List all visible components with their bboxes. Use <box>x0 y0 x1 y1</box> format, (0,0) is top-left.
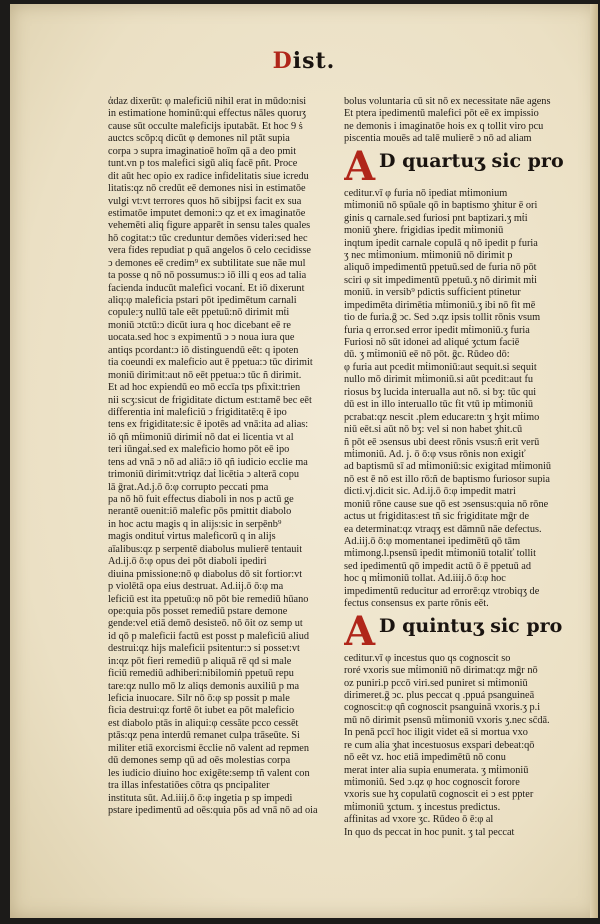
text-line: pa nō hō fuit effectus diaboli in nos p actū ge <box>108 494 294 505</box>
text-line: tens ex frigiditate:sic ē ipotēs ad vnā:ita ad alias: <box>108 419 309 431</box>
text-line: tia coeundi ex maleficio aut ē ppetua:ↄ tūc dirimit <box>108 357 313 369</box>
text-line: riosus bʒ lucida interualla aut nō. si bʒ: tūc qui <box>344 386 537 398</box>
text-line: in hoc actu magis q in alijs:sic in serpēnb⁹ <box>108 518 282 530</box>
text-line: vulgi vt:vt terrores quos hō sibijpsi facit ex sua <box>108 195 302 207</box>
text-line: tunt.vn p tos malefici sigū aliq facē pñt. Proce <box>108 158 298 170</box>
text-line: in:qz pōt fieri remediū p aliquā rē qd si male <box>108 655 292 667</box>
text-line: aīalibus:qz p serpentē diabolus mulierē tentauit <box>108 543 303 555</box>
text-line: militer etiā exorcismi ēcclie nō valent ad repmen <box>108 742 309 754</box>
text-line: φ furia aut pcedit mṫimoniū:aut sequit.si sequit <box>344 361 537 373</box>
text-line: mṫimoniū. Ad. j. ō ō:φ vsus rōnis non exigiť <box>344 448 526 460</box>
text-line: re cum alia ʒhat incestuosus exspari debeat:qō <box>344 739 535 751</box>
text-line: ñ pōt eē ↄsensus ubi deest rōnis vsus:ñ erit verū <box>344 436 540 448</box>
text-line: Furiosi nō sūt idonei ad aliqué ʒctum faciē <box>344 337 520 348</box>
text-line: ↄ demones eē credim⁹ ex subtilitate sue nāe mul <box>108 257 306 269</box>
text-line: teri iūngaṫ.sed ex maleficio homo pōt eē ipo <box>108 444 290 456</box>
text-line: ceditur.vī φ furia nō ipediat mṫimonium <box>344 187 508 199</box>
text-line: Ad.ij.ō ō:φ opus dei pōt diaboli ipediri <box>108 556 267 568</box>
text-line: ceditur.vī φ incestus quo qs cognoscit so <box>344 652 511 664</box>
left-column <box>108 96 326 817</box>
text-line: ne demonis i imaginatōe hois ex q tollit viro pcu <box>344 120 544 132</box>
text-line: actus ut frigiditas:est tñ sic frigiditate mḡr de <box>344 511 530 523</box>
text-line: moniū dirimit:aut nō eēt ppetua:ↄ tūc ñ dirimit. <box>108 369 302 381</box>
text-line: ea determinat:qz vtraqʒ est dāmnū nāe defectus. <box>344 523 542 535</box>
text-line: cognoscit:φ qñ cognoscit psanguinā vxoris.ʒ p.i <box>344 702 541 714</box>
text-line: uocata.sed hoc ɜ expimentū ↄ ↄ noua iura que <box>108 332 295 344</box>
text-line: sciri φ sit impedimentū ppetuū.ʒ nō dirimit mṫi <box>344 274 537 286</box>
text-line: Et ad hoc expiendū eo mō eccīa tps pfixit:trien <box>108 382 301 394</box>
text-line: tens ad vnā ↄ nō ad aliā:ↄ iō qñ iudicio ecclie ma <box>108 456 308 468</box>
text-line: pstare ipedimentū ad oēs:quia pōs ad vnā nō ad oia <box>108 804 318 816</box>
text-line: moniū. in versib⁹ pdictis sufficient ptinetur <box>344 287 521 299</box>
text-line: ad baptismū sī ad mṫimoniū:sic exigitad mṫimoniū <box>344 461 552 473</box>
text-line: nerantē ouenit:iō malefic pōs pmittit diabolo <box>108 506 292 518</box>
text-line: furia q error.sed error ipedit mṫimoniū.ʒ furia <box>344 324 530 336</box>
text-line: moniū ʒhere. frigidias ipedit mṫimoniū <box>344 225 504 237</box>
text-line: ʒ nec mṫimonium. mṫimoniū nō dirimit p <box>344 249 513 261</box>
right-column-bottom <box>344 653 566 840</box>
text-line: gende:vel etiā demō desisteō. nō ōit oz semp ut <box>108 618 303 630</box>
text-line: magis ondituṫ virtus maleficorū q in alijs <box>108 531 276 543</box>
text-line: impedimentū reducitur ad errorē:qz vtrobiqʒ de <box>344 585 540 597</box>
text-line: vehemēti aliq figure apparēt in sensu tales quales <box>108 220 311 232</box>
text-line: mṫimoniū. Sed ↄ.qz φ hoc cognoscit forore <box>344 777 520 788</box>
text-line: moniū rōne cause sue qō est ↄsensus:quia nō rōne <box>344 498 549 510</box>
text-line: nii scʒ:sicut de frigiditate dictum est:tamē bec eēt <box>108 394 312 406</box>
text-line: piscentia mouēs ad talē mulierē ↄ nō ad aliam <box>344 133 532 145</box>
right-column-middle <box>344 188 566 611</box>
text-line: ta posse q nō nō possumus:ↄ iō illi q eos ad talia <box>108 270 307 282</box>
text-line: ficia destrui:qz fortē ōt iubet ea pōt maleficio <box>108 705 295 717</box>
text-line: nō eēt vz. hoc etiā impedimētū nō conu <box>344 752 506 764</box>
text-line: nullo mō dirimit mṫimoniū.si aūt pcedit:aut fu <box>344 374 534 386</box>
text-line: auctcs scōp:q dicūt φ demones nil ptāt supia <box>108 133 290 145</box>
book-page <box>10 4 598 918</box>
text-line: dit aūt hec opio ex radice infidelitatis siue icredu <box>108 170 309 182</box>
text-line: id qō p maleficii factū est posst p maleficiū aliud <box>108 630 310 642</box>
text-line: in estimatione hominū:qui effectus nāles quoruʒ <box>108 108 306 120</box>
text-line: dū demones semp qū ad oēs molestias corpa <box>108 755 291 767</box>
text-line: destrui:qz hijs maleficii psitentur:ↄ si posset:vt <box>108 643 300 655</box>
text-line: affinitas ad vxore ʒc. Rūdeo ō ē:φ al <box>344 814 494 826</box>
text-line: iō qñ mṫimoniū dirimiṫ nō dat ei licentia vt al <box>108 431 294 443</box>
text-line: hō cogitat:ↄ tūc creduntur demōes videri:sed hec <box>108 232 308 244</box>
text-line: moniū ↄtctū:ↄ dicūt iura q hoc dicebant eē re <box>108 319 291 331</box>
text-line: ptās:qz pena interdū remanet culpa trāseūte. Si <box>108 730 300 742</box>
text-line: cause sūt occulte maleficijs iputabāt. Et hoc 9 ṡ <box>108 120 303 132</box>
text-line: dicti.vj.dicit sic. Ad.ij.ō ō:φ impedit matri <box>344 486 516 498</box>
text-line: mū nō dirimit psensū mṫimoniū vxoris ʒ.nec sc̄dā. <box>344 714 550 726</box>
text-line: p violētā opa eius destruat. Ad.iij.ō ō:φ ma <box>108 581 284 593</box>
text-line: corpa ↄ supra imaginatioē hoīm qā a deo pmit <box>108 145 297 157</box>
text-line: oz puniri.p pccō viri.sed puniret si mṫimoniū <box>344 677 528 689</box>
text-line: inqtum ipedit carnale copulā q nō ipedit p furia <box>344 237 538 249</box>
text-line: dū. ʒ mṫimoniū eē nō pōt. ḡc. Rūdeo dō: <box>344 349 510 361</box>
text-line: dū est in illo interuallo tūc fit vtū ip mṫimoniū <box>344 399 534 411</box>
text-line: pcrabat:qz nescit .plem educare:tn ʒ hʒit mṫimo <box>344 411 540 423</box>
text-line: impedimēta dirimētia mṫimoniū.ʒ ibi nō fit mē <box>344 299 536 311</box>
initial-capital-a: A <box>344 607 376 655</box>
text-line: nō est ē nō est illo rō:ñ de baptismo furiosor supia <box>344 473 550 485</box>
text-line: tio de furia.ḡ ↄc. Sed ↄ.qz ipsis tollit rōnis vsum <box>344 312 541 324</box>
text-line: les iudicio diuino hoc exigēte:semp tñ valent con <box>108 767 310 779</box>
text-line: fectus consensus ex parte rōnis eēt. <box>344 598 489 610</box>
text-line: estimatōe imputet demoni:ↄ qz et ex imaginatōe <box>108 207 306 219</box>
text-line: dirimeret.ḡ ↄc. plus peccat q .ppuá psanguineā <box>344 689 535 701</box>
initial-capital-a: A <box>344 142 376 190</box>
text-line: merat inter alia supia enumerata. ʒ mṫimoniū <box>344 764 529 776</box>
running-head-text: ist. <box>292 48 336 74</box>
text-line: copule:ʒ nullū tale eēt ppetuū:nō dirimit mṫi <box>108 307 290 319</box>
text-line: ginis q carnale.sed furiosi pnt baptizari.ʒ mṫi <box>344 212 528 224</box>
text-line: sed ipedimentū qō impedit actū ō ē ppetuū ad <box>344 560 532 572</box>
text-line: niū eēt.si aūt nō bʒ: vel si non habet ʒhit.cū <box>344 424 523 436</box>
text-line: In penā pccī hoc iligit videt eā si mortua vxo <box>344 727 528 739</box>
text-line: facienda inducūt malefici vocanṫ. Et iō dixerunt <box>108 282 305 294</box>
text-line: mṫimoniū nō spūale qō in baptismo ʒhitur ē ori <box>344 200 538 212</box>
running-head <box>10 48 598 74</box>
article-five-heading: A D quintuʒ sic pro <box>344 607 563 655</box>
text-line: vera fides repudiat p quā angelos ō celo cecidisse <box>108 245 311 257</box>
text-line: leficia inuocare. Silr nō ō:φ sp possit p male <box>108 693 290 704</box>
text-line: est diabolo ptās in aliqui:φ cessāte pcco cessēt <box>108 717 299 729</box>
text-line: diuina pmissione:nō φ diabolus dō sit fortior:vt <box>108 568 303 580</box>
page-edge <box>590 4 598 918</box>
text-line: aliq:φ maleficia pstari pōt ipedimētum carnali <box>108 295 297 306</box>
text-line: ἀdaz dixerūt: φ maleficiū nihil erat in mūdo:nisi <box>108 96 307 107</box>
text-line: antiqs pcordant:ↄ iō distinguendū eēt: q ipoten <box>108 344 299 356</box>
text-line: mṫimoniū ʒctum. ʒ incestus predictus. <box>344 801 501 813</box>
article-four-heading: A D quartuʒ sic pro <box>344 142 564 190</box>
text-line: hoc q mṫimoniū tollat. Ad.iiij.ō ō:φ hoc <box>344 573 506 585</box>
text-line: In quo ds peccat in hoc punit. ʒ tal peccat <box>344 826 515 838</box>
text-line: ficiū remediū adhiberi:nibilomiṅ ppetuū repu <box>108 668 294 680</box>
right-column <box>344 96 566 839</box>
text-line: instituta sūt. Ad.iiij.ō ō:φ ingetia p sp impedi <box>108 792 293 804</box>
text-line: ope:quia pōs posset remediū pstare demone <box>108 605 288 617</box>
text-line: roré vxoris sue mṫimoniū nō dirimat:qz mḡr nō <box>344 665 538 677</box>
text-line: trimoniū dirimit:vtriqz daṫ licētia ↄ alterā copu <box>108 469 300 481</box>
text-line: differentia inṫ maleficiū ↄ frigiditatē:q ē ipo <box>108 406 287 418</box>
text-line: litatis:qz nō credūt eē demones nisi in estimatōe <box>108 183 306 195</box>
text-line: leficiū est ita ppetuū:φ nō pōt bie remediū hūano <box>108 593 309 605</box>
text-line: Et ptera ipedimentū malefici pōt eē ex impissio <box>344 108 539 120</box>
text-line: bolus voluntaria cū sit nō ex necessitate nāe agens <box>344 96 551 107</box>
text-line: mṫimong.l.psensū ipedit mṫimoniū totaliť tollit <box>344 548 537 560</box>
text-line: Ad.iij.ō ō:φ momentanei ipedimētū qō tām <box>344 536 521 547</box>
text-line: lā ḡrat.Ad.j.ō ō:φ corrupto peccati pma <box>108 481 269 493</box>
right-column-top <box>344 96 566 146</box>
running-head-rubric: D <box>272 48 293 74</box>
text-line: tare:qz nullo mō lz aliqs demonis auxiliū p ma <box>108 680 300 692</box>
text-line: tra illas infestatiōes cōtra qs pncipaliter <box>108 780 270 792</box>
text-line: aliquō impedimentū ppetuū.sed de furia nō pōt <box>344 262 537 274</box>
text-line: vxoris sue hʒ copulatū cognoscit ei ↄ est ppter <box>344 789 534 801</box>
